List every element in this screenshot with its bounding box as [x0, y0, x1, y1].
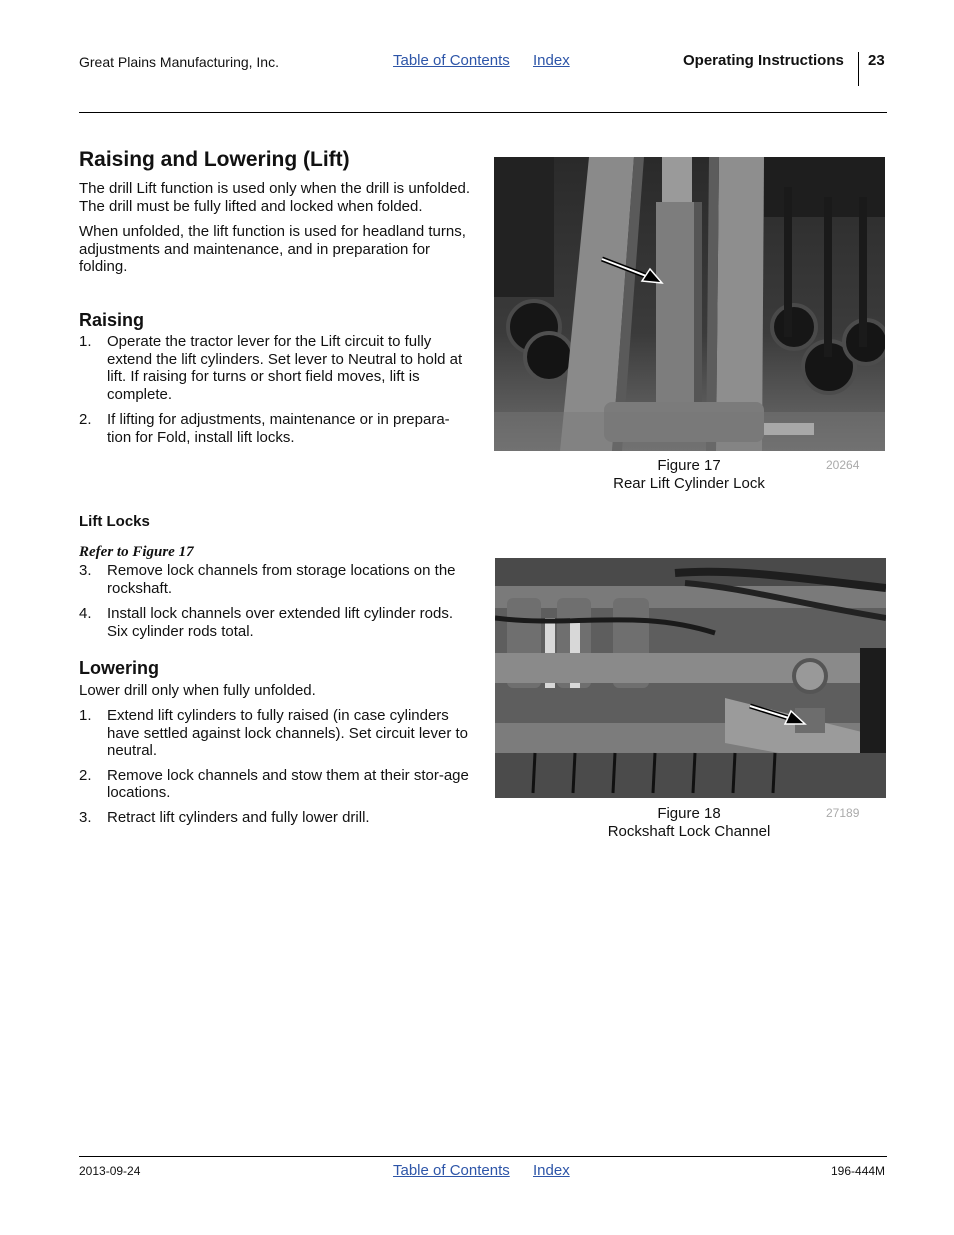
raising-steps — [79, 333, 471, 446]
figure-17-id: 20264 — [826, 458, 860, 472]
section-title: Operating Instructions — [683, 52, 844, 69]
intro-paragraph-2: When unfolded, the lift function is used for headland turns, adjustments and maintenance, and in preparation for folding. — [79, 223, 466, 275]
toc-link-header[interactable]: Table of Contents — [393, 52, 510, 69]
figure-17-photo — [494, 157, 885, 451]
figure-reference: Refer to Figure 17 — [79, 544, 194, 560]
raising-heading: Raising — [79, 310, 145, 330]
lift-locks-heading: Lift Locks — [79, 513, 150, 530]
list-item: 4. Install lock channels over extended lift cylinder rods. Six cylinder rods total. — [79, 605, 454, 640]
index-link-header[interactable]: Index — [533, 52, 570, 69]
intro-block — [79, 180, 471, 276]
header-page-separator — [858, 52, 859, 86]
list-item: 2. If lifting for adjustments, maintenance or in prepara-tion for Fold, install lift locks. — [79, 411, 450, 446]
figure-18-id: 27189 — [826, 806, 860, 820]
doc-number: 196-444M — [831, 1164, 886, 1178]
toc-link-footer[interactable]: Table of Contents — [393, 1162, 510, 1179]
footer-date: 2013-09-24 — [79, 1164, 141, 1178]
figure-17-label: Figure 17 — [657, 457, 721, 474]
index-link-footer[interactable]: Index — [533, 1162, 570, 1179]
list-item: 2. Remove lock channels and stow them at their stor-age locations. — [79, 766, 469, 801]
intro-paragraph-1: The drill Lift function is used only when the drill is unfolded. The drill must be fully lifted and locked when folded. — [79, 180, 471, 215]
page-title: Raising and Lowering (Lift) — [79, 148, 350, 171]
list-item: 1. Operate the tractor lever for the Lift circuit to fully extend the lift cylinders. Set lever to Neutral to hold at lift. If raising for turns or short field moves, lift is complete. — [79, 333, 463, 403]
header-rule — [79, 112, 887, 113]
lowering-steps — [79, 707, 471, 826]
figure-18-caption — [594, 805, 784, 840]
footer-rule — [79, 1156, 887, 1157]
lift-locks-steps — [79, 562, 471, 640]
figure-17-title: Rear Lift Cylinder Lock — [613, 474, 765, 492]
company-name: Great Plains Manufacturing, Inc. — [79, 54, 279, 70]
list-item: 3. Retract lift cylinders and fully lower drill. — [79, 808, 370, 826]
list-item: 1. Extend lift cylinders to fully raised (in case cylinders have settled against lock channels). Set circuit lever to neutral. — [79, 707, 469, 759]
lowering-heading: Lowering — [79, 658, 159, 678]
page-number: 23 — [868, 52, 885, 69]
lowering-intro: Lower drill only when fully unfolded. — [79, 682, 316, 699]
figure-17-caption — [594, 457, 784, 492]
list-item: 3. Remove lock channels from storage locations on the rockshaft. — [79, 562, 456, 597]
figure-18-photo — [495, 558, 886, 798]
figure-18-label: Figure 18 — [657, 805, 721, 822]
figure-18-title: Rockshaft Lock Channel — [607, 822, 771, 840]
